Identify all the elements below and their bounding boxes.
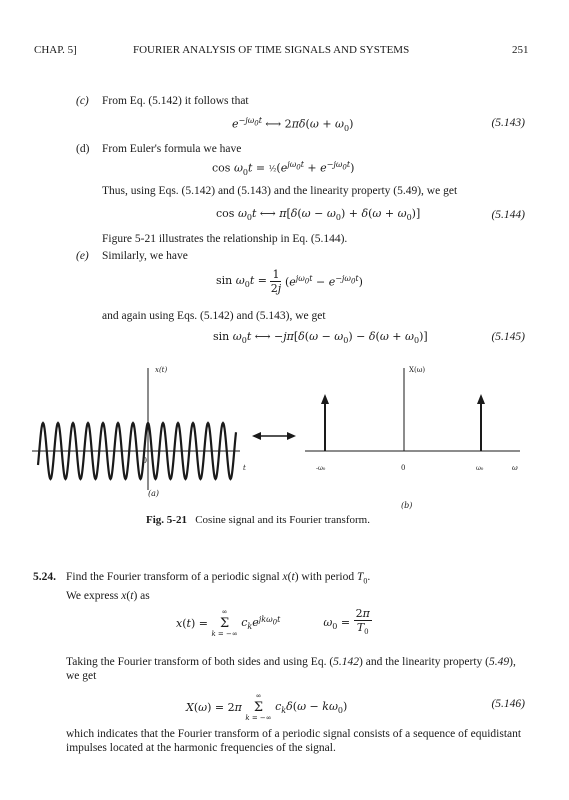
right-tick-zero: 0 (401, 464, 406, 472)
part-e-equation2: $\sin \omega_0t$ ⟷ $-j\pi[\delta(\omega - \omega_0) - \delta(\omega + \omega_0)]$ (213, 330, 428, 346)
eq-number-5-146: (5.146) (491, 698, 525, 710)
running-title: FOURIER ANALYSIS OF TIME SIGNALS AND SYSTEMS (133, 44, 410, 56)
problem-statement: Find the Fourier transform of a periodic signal x(t) with period $T_0$. (66, 571, 371, 586)
part-d-equation: $\cos \omega_0t$ = $\frac{1}{2}(e^{j\omega_0t} + e^{-j\omega_0t})$ (212, 160, 355, 177)
eq-number-5-143: (5.143) (491, 117, 525, 129)
left-ylabel: x(t) (155, 366, 168, 374)
problem-text2: Taking the Fourier transform of both sides and using Eq. (5.142) and the linearity property (5.49), we get (66, 656, 516, 682)
part-c-label: (c) (76, 95, 89, 107)
page-number: 251 (512, 44, 529, 56)
part-e-label: (e) (76, 250, 89, 262)
figure-5-21 (0, 360, 569, 520)
part-c-text: From Eq. (5.142) it follows that (102, 95, 249, 107)
chapter-label: CHAP. 5] (34, 44, 77, 56)
part-e-text: Similarly, we have (102, 250, 188, 262)
problem-equation2: X(ω) = 2π ∞ Σ k = −∞ $c_k\delta(\omega - k\omega_0)$ (186, 692, 348, 722)
transform-arrow-right-head (287, 432, 296, 440)
right-sublabel: (b) (401, 501, 413, 510)
eq-number-5-144: (5.144) (491, 209, 525, 221)
left-sublabel: (a) (148, 489, 160, 498)
figure-caption-label: Fig. 5-21 (146, 514, 187, 526)
impulse-neg-w0-arrowhead (321, 394, 329, 404)
right-tick-neg-w0: -ω₀ (316, 465, 326, 472)
figure-caption (146, 514, 370, 526)
problem-text1: We express x(t) as (66, 590, 150, 602)
transform-arrow-left-head (252, 432, 261, 440)
part-d-text: From Euler's formula we have (102, 143, 242, 155)
left-xlabel: t (243, 464, 246, 472)
problem-text3: which indicates that the Fourier transform of a periodic signal consists of a sequence of equidistant impulses located at the harmonic frequencies of the signal. (66, 728, 522, 754)
part-e-equation: $\sin \omega_0t$ = $\frac{1}{2j}$ $(e^{j\omega_0t} - e^{-j\omega_0t})$ (216, 268, 363, 295)
part-d-equation2: $\cos \omega_0t$ ⟷ $\pi[\delta(\omega - \omega_0) + \delta(\omega + \omega_0)]$ (216, 207, 421, 223)
part-d-text3: Figure 5-21 illustrates the relationship in Eq. (5.144). (102, 233, 348, 245)
figure-caption-text: Cosine signal and its Fourier transform. (195, 514, 370, 526)
part-d-text2: Thus, using Eqs. (5.142) and (5.143) and the linearity property (5.49), we get (102, 185, 458, 197)
eq-number-5-145: (5.145) (491, 331, 525, 343)
left-origin-label: 0 (142, 456, 148, 465)
part-e-text2: and again using Eqs. (5.142) and (5.143), we get (102, 310, 326, 322)
right-ylabel: X(ω) (409, 366, 426, 374)
impulse-pos-w0-arrowhead (477, 394, 485, 404)
part-c-equation: $e^{-j\omega_0t}$ ⟷ $2\pi\delta(\omega + \omega_0)$ (232, 116, 354, 133)
problem-number: 5.24. (33, 571, 56, 583)
problem-equation1: x(t) = ∞ Σ k = −∞ $c_ke^{jk\omega_0t}$ $\omega_0$ = $\frac{2\pi}{T_0}$ (176, 607, 370, 638)
right-tick-pos-w0: ω₀ (476, 465, 484, 472)
part-d-label: (d) (76, 143, 90, 155)
right-xlabel: ω (512, 464, 518, 472)
